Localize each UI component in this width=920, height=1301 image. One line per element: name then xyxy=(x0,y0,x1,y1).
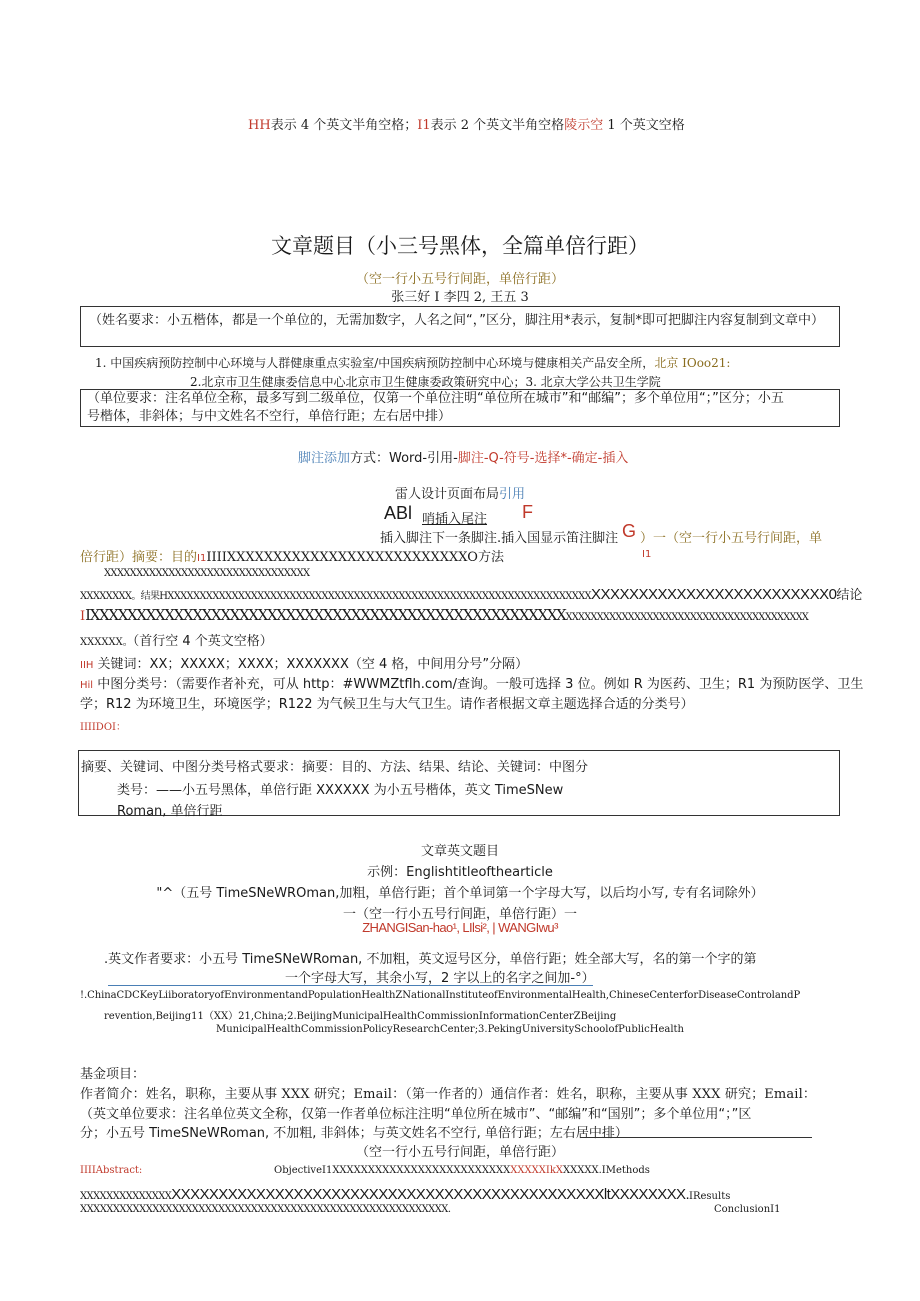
en-abstract-conclusion-label: ConclusionI1 xyxy=(714,1204,781,1215)
clc-line-2: 学；R12 为环境卫生，环境医学；R122 为气候卫生与大气卫生。请作者根据文章主题选择合适的分类号） xyxy=(80,697,694,712)
mark: Hil xyxy=(80,680,94,691)
unit-requirement-box xyxy=(80,389,840,427)
abstract-method-label: 方法 xyxy=(477,550,504,565)
header-note-part1: 表示 4 个英文半角空格； xyxy=(270,118,418,133)
footnote-method-steps: 脚注-Q-符号-选择*-确定-插入 xyxy=(457,451,629,466)
en-unit-spacing: （空一行小五号行间距，单倍行距） xyxy=(355,1145,564,1160)
header-note-part2: 表示 2 个英文半角空格 xyxy=(430,118,565,133)
header-note-red: 陵示空 xyxy=(564,118,604,133)
abstract-line-4 xyxy=(80,605,808,624)
insert-endnote-button[interactable]: 哨插入尾注 xyxy=(422,512,488,527)
mark: HH xyxy=(248,118,271,133)
abstract-conclusion-label: 结论 xyxy=(836,588,863,603)
clc-line-1 xyxy=(80,673,863,692)
mark: I xyxy=(80,609,86,624)
mark: I1 xyxy=(417,118,431,133)
abstract-format-line3: Roman, 单倍行距 xyxy=(117,804,223,819)
en-abstract-label: IIIIAbstract: xyxy=(80,1165,143,1176)
abstract-method: XXXXXXXXXXXXXXXXXXXXXXXXXXXXXXXX xyxy=(104,568,310,579)
en-affiliation-line3: MunicipalHealthCommissionPolicyResearchCenter;3.PekingUniversitySchoolofPublicHealth xyxy=(216,1024,684,1035)
ribbon-f-mark: F xyxy=(522,502,533,522)
affiliation-city: 北京 IOoo21: xyxy=(654,356,731,370)
ribbon-menu-reference: 引用 xyxy=(499,487,526,502)
en-author-rule-line1: .英文作者要求：小五号 TimeSNeWRoman, 不加粗，英文逗号区分，单倍行距；姓全部大写，名的第一个字的第 xyxy=(104,952,757,967)
abstract-end: XXXXXX。 xyxy=(80,637,133,648)
insert-footnote-button[interactable]: 插入脚注下一条脚注.插入国显示笛注脚注 xyxy=(380,531,619,546)
abstract-line-3 xyxy=(80,584,862,603)
affiliation-line-2: 2.北京市卫生健康委信息中心北京市卫生健康委政策研究中心；3. 北京大学公共卫生学院 xyxy=(190,375,661,389)
abstract-line-5 xyxy=(80,630,273,649)
ribbon-g-mark: G xyxy=(622,521,637,541)
abstract-conclusion: IXXXXXXXXXXXXXXXXXXXXXXXXXXXXXXXXXXXXXXXXXXXXXXXXXXX xyxy=(85,606,566,624)
en-author-rule-line2: 一个字母大写，其余小写，2 字以上的名字之间加-°） xyxy=(285,971,595,986)
header-note-part3: 1 个英文空格 xyxy=(603,118,685,133)
keywords xyxy=(80,653,528,672)
english-title-heading: 文章英文题目 xyxy=(420,844,499,859)
abstract-results: HXXXXXXXXXXXXXXXXXXXXXXXXXXXXXXXXXXXXXXXXXXXXXXXXXXXXXXXXXXXXXXXXXX xyxy=(159,591,591,602)
abstract-conclusion-tail: XXXXXXXXXXXXXXXXXXXXXXXXXXXXXXXXXXXXXXX xyxy=(565,612,809,623)
ribbon-menu-text: 雷人设计页面布局 xyxy=(395,487,500,502)
divider xyxy=(108,985,593,986)
author-bio: 作者简介：姓名，职称，主要从事 XXX 研究；Email：（第一作者的）通信作者：姓名，职称，主要从事 XXX 研究；Email： xyxy=(80,1087,817,1102)
unit-requirement-line1: （单位要求：注名单位全称，最多写到二级单位，仅第一个单位注明“单位所在城市”和“邮编”；多个单位用“；”区分；小五 xyxy=(87,391,784,406)
doi: IIIIDOI： xyxy=(80,722,126,733)
footnote-method xyxy=(298,447,628,466)
title-spacing-note: （空一行小五号行间距，单倍行距） xyxy=(355,272,564,287)
en-abstract-results: XXXXXXXXXXXXXXXXXXXXXXXXXXXXXXXXXXXXXXXXXXXXXXXXXXXXXXXX. xyxy=(80,1204,451,1215)
mark: I1 xyxy=(642,549,652,560)
en-unit-rule-line2: 分；小五号 TimeSNeWRoman, 不加粗, 非斜体；与英文姓名不空行, 单倍行距；左右居中排） xyxy=(80,1126,628,1141)
ribbon-abi: ABl xyxy=(384,503,413,523)
keywords-text: 关键词：XX；XXXXX；XXXX；XXXXXXX（空 4 格，中间用分号”分隔） xyxy=(93,657,529,672)
affiliation-line-1 xyxy=(95,354,730,371)
abstract-format-line2: 类号：——小五号黑体，单倍行距 XXXXXX 为小五号楷体，英文 TimeSNew xyxy=(117,783,564,798)
name-requirement-box xyxy=(80,306,840,347)
abstract-indent-note: （首行空 4 个英文空格） xyxy=(132,634,273,649)
abstract-results-big: XXXXXXXXXXXXXXXXXXXXXXXXX0 xyxy=(590,586,837,603)
footnote-method-label: 脚注添加 xyxy=(298,451,351,466)
en-unit-rule-line1: （英文单位要求：注名单位英文全称，仅第一作者单位标注注明“单位所在城市”、“邮编”和“国别”；多个单位用“；”区 xyxy=(80,1107,752,1122)
en-affiliation-line1: !.ChinaCDCKeyLiiboratoryofEnvironmentandPopulationHealthZNationalInstituteofEnvironmentalHealth,ChineseCenterforDiseaseControlandP xyxy=(80,990,801,1001)
ribbon-tail-note: ）一（空一行小五号行间距，单 xyxy=(640,531,823,546)
en-abstract-objective: ObjectiveI1XXXXXXXXXXXXXXXXXXXXXXXXX xyxy=(274,1165,511,1176)
mark: IIH xyxy=(80,660,94,671)
english-authors: ZHANGISan-hao¹, LIlsi², | WANGIwu³ xyxy=(362,920,558,935)
en-abstract-methods-big: XXXXXXXXXXXXXXXXXXXXXXXXXXXXXXXXXXXXXXXXXXXXXXlt xyxy=(171,1186,611,1203)
fund-label: 基金项目： xyxy=(80,1067,146,1082)
abstract-format-line1: 摘要、关键词、中图分类号格式要求：摘要：目的、方法、结果、结论、关键词：中图分 xyxy=(81,760,589,775)
en-abstract-objective-red: XXXXXIkX xyxy=(510,1165,564,1176)
english-title-spacing: 一（空一行小五号行间距，单倍行距）一 xyxy=(342,907,577,922)
en-abstract-methods-text: XXXXXXXXXXXXXX xyxy=(80,1191,172,1202)
divider xyxy=(580,1137,812,1138)
footnote-method-text: 方式：Word-引用- xyxy=(350,451,458,466)
en-abstract-objective-line xyxy=(274,1165,650,1176)
en-abstract-methods: XXXXX.IMethods xyxy=(563,1165,650,1176)
header-note xyxy=(248,114,685,133)
mark: I1 xyxy=(197,553,207,564)
english-title-rule: "^（五号 TimeSNeWROman,加粗，单倍行距；首个单词第一个字母大写，以后均小写, 专有名词除外） xyxy=(156,886,764,901)
abstract-lead: 倍行距）摘要：目的 xyxy=(80,550,198,565)
en-affiliation-line2: revention,Beijing11（XX）21,China;2.BeijingMunicipalHealthCommissionInformationCenterZBeijing xyxy=(104,1011,617,1022)
abstract-method-end: XXXXXXXX。结果 xyxy=(80,591,160,602)
en-abstract-line-2 xyxy=(80,1184,730,1203)
abstract-format-box xyxy=(78,750,840,819)
affiliation-text: 1. 中国疾病预防控制中心环境与人群健康重点实验室/中国疾病预防控制中心环境与健康相关产品安全所， xyxy=(95,356,655,370)
en-abstract-methods-end: XXXXXXXX. xyxy=(610,1186,690,1203)
en-abstract-results-label: IResults xyxy=(689,1191,731,1202)
abstract-line-1 xyxy=(80,546,504,565)
english-title-example: 示例：Englishtitleofthearticle xyxy=(367,865,553,880)
clc-text: 中图分类号：（需要作者补充，可从 http：#WWMZtflh.com/查询。一般可选择 3 位。例如 R 为医药、卫生；R1 为预防医学、卫生 xyxy=(93,677,864,692)
authors: 张三好 I 李四 2, 王五 3 xyxy=(391,290,529,305)
unit-requirement-line2: 号楷体，非斜体；与中文姓名不空行，单倍行距；左右居中排） xyxy=(87,409,452,424)
page-title: 文章题目（小三号黑体，全篇单倍行距） xyxy=(271,234,649,258)
name-requirement-text: （姓名要求：小五楷体，都是一个单位的，无需加数字，人名之间“，”区分，脚注用*表示，复制*即可把脚注内容复制到文章中） xyxy=(89,313,824,328)
ribbon-menu xyxy=(395,483,525,502)
abstract-objective: IIIIXXXXXXXXXXXXXXXXXXXXXXXXXXO xyxy=(206,550,478,565)
